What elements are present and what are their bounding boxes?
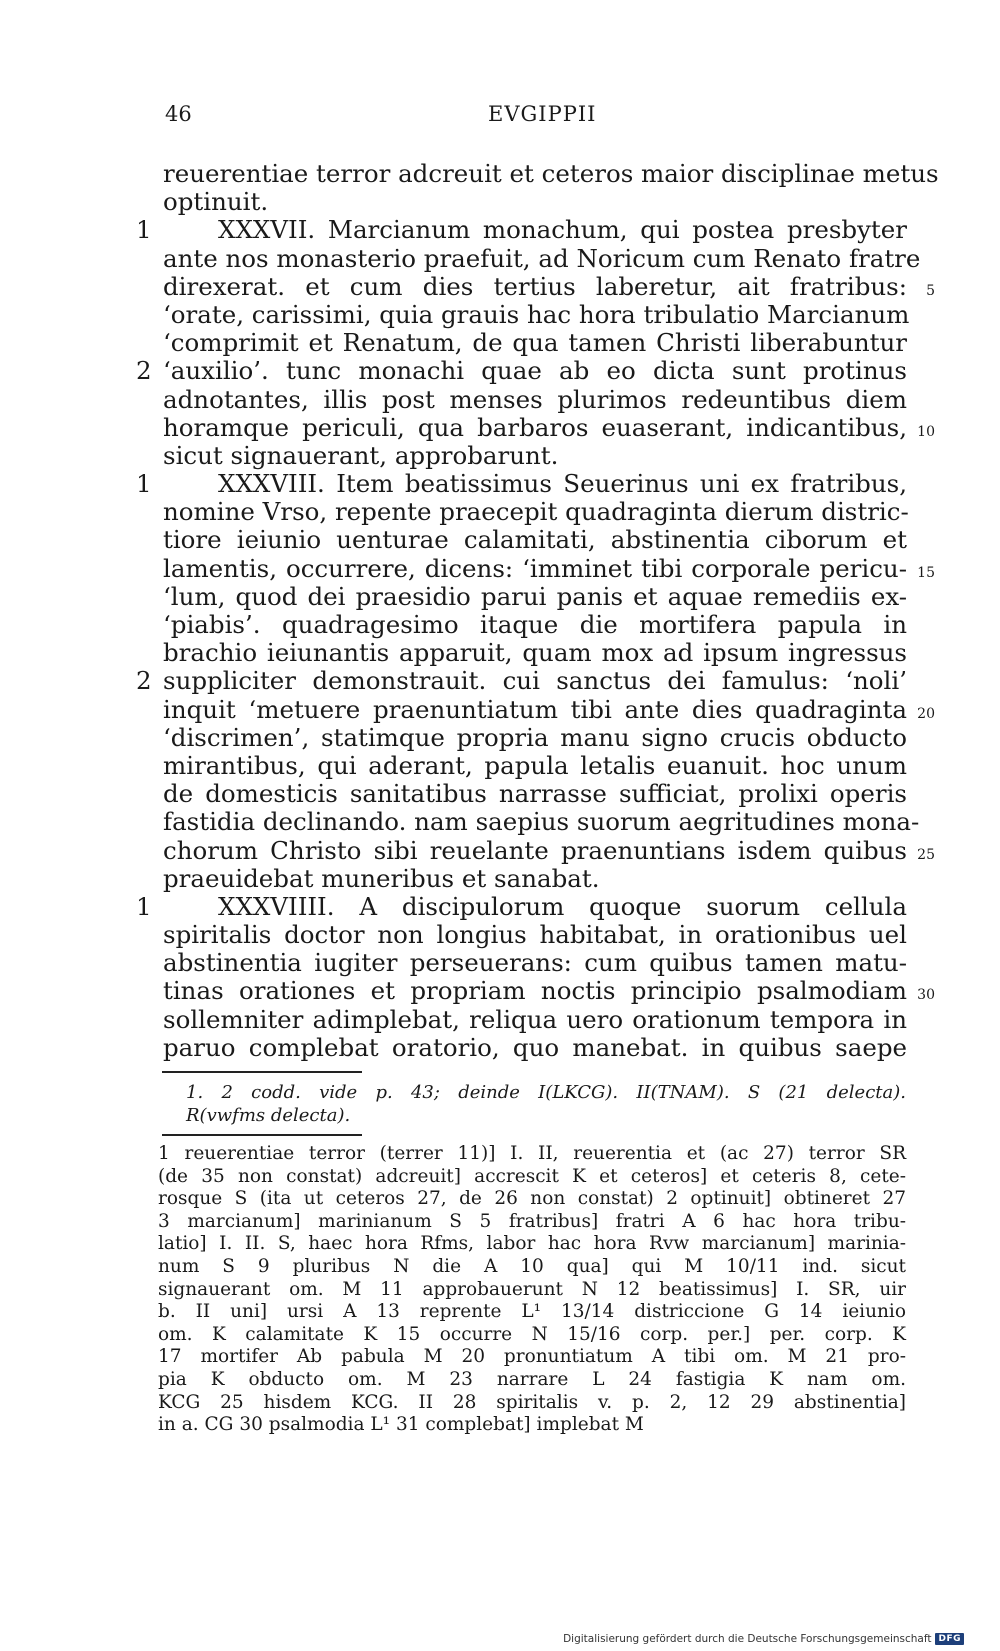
footer-credit-text: Digitalisierung gefördert durch die Deutsche Forschungsgemeinschaft — [563, 1633, 932, 1645]
text-line — [163, 498, 907, 526]
dfg-logo: DFG — [935, 1633, 964, 1645]
sources-note-line: R(vwfms delecta). — [186, 1105, 351, 1126]
text-line — [136, 891, 907, 921]
apparatus-line: b. II uni] ursi A 13 reprente L¹ 13/14 districcione G 14 ieiunio — [158, 1301, 906, 1323]
section-number: 1 — [136, 469, 152, 499]
section-number: 1 — [136, 215, 152, 245]
text-line — [163, 299, 910, 329]
text-line-content: ‘comprimit et Renatum, de qua tamen Christi liberabuntur — [163, 328, 907, 358]
text-line-content: spiritalis doctor non longius habitabat, in orationibus uel — [163, 920, 907, 950]
apparatus-line: om. K calamitate K 15 occurre N 15/16 corp. per.] per. corp. K — [158, 1323, 906, 1345]
line-number: 10 — [917, 423, 935, 440]
text-line-content: adnotantes, illis post menses plurimos redeuntibus diem — [163, 384, 907, 414]
text-line — [163, 976, 935, 1006]
text-line — [163, 865, 907, 893]
sources-note — [186, 1081, 906, 1127]
page-number: 46 — [165, 102, 192, 126]
text-line-content: fastidia declinando. nam saepius suorum aegritudines mona- — [163, 807, 920, 837]
text-line — [163, 553, 935, 583]
text-line-content: inquit ‘metuere praenuntiatum tibi ante dies quadraginta — [163, 694, 907, 724]
apparatus-line: 1 reuerentiae terror (terrer 11)] I. II, reuerentia et (ac 27) terror SR — [158, 1143, 906, 1164]
text-line — [136, 356, 907, 386]
line-number: 15 — [917, 564, 935, 581]
text-line-content: ante nos monasterio praefuit, ad Noricum cum Renato fratre — [163, 243, 921, 273]
apparatus-line: rosque S (ita ut ceteros 27, de 26 non constat) 2 optinuit] obtineret 27 — [158, 1188, 906, 1210]
text-line — [163, 694, 935, 724]
apparatus-line: (de 35 non constat) adcreuit] accrescit K et ceteros] et ceteris 8, cete- — [158, 1165, 906, 1187]
text-line — [163, 243, 921, 273]
critical-apparatus — [158, 1143, 906, 1437]
apparatus-line: latio] I. II. S, haec hora Rfms, labor hac hora Rvw marcianum] marinia- — [158, 1233, 906, 1255]
text-line-content: de domesticis sanitatibus narrasse sufficiat, prolixi operis — [163, 779, 907, 809]
apparatus-line: 17 mortifer Ab pabula M 20 pronuntiatum A tibi om. M 21 pro- — [158, 1346, 906, 1368]
section-number: 2 — [136, 666, 152, 696]
text-line-content: XXXVII. Marcianum monachum, qui postea presbyter — [218, 215, 907, 245]
text-line-content: sollemniter adimplebat, reliqua uero orationum tempora in — [163, 1004, 907, 1034]
text-line — [163, 807, 920, 837]
line-number: 20 — [917, 705, 935, 722]
text-line-content: XXXVIII. Item beatissimus Seuerinus uni ex fratribus, — [218, 469, 907, 499]
text-line-content: XXXVIIII. A discipulorum quoque suorum cellula — [218, 891, 907, 921]
apparatus-line: signauerant om. M 11 approbauerunt N 12 beatissimus] I. SR, uir — [158, 1278, 906, 1300]
text-line — [163, 724, 907, 752]
apparatus-line: pia K obducto om. M 23 narrare L 24 fastigia K nam om. — [158, 1368, 906, 1390]
text-line-content: ‘orate, carissimi, quia grauis hac hora tribulatio Marcianum — [163, 299, 910, 329]
text-line-content: ‘auxilio’. tunc monachi quae ab eo dicta sunt protinus — [163, 356, 907, 386]
text-line — [163, 780, 907, 808]
text-line-content: tinas orationes et propriam noctis principio psalmodiam — [163, 976, 907, 1006]
text-line-content: tiore ieiunio uenturae calamitati, abstinentia ciborum et — [163, 525, 907, 555]
apparatus-line: num S 9 pluribus N die A 10 qua] qui M 10/11 ind. sicut — [158, 1255, 906, 1277]
text-line — [163, 921, 907, 949]
text-line — [136, 469, 907, 499]
text-line-content: lamentis, occurrere, dicens: ‘imminet tibi corporale pericu- — [163, 553, 907, 583]
text-line — [163, 159, 939, 188]
text-line — [163, 1006, 907, 1034]
text-line — [163, 611, 907, 639]
text-line-content: brachio ieiunantis apparuit, quam mox ad ipsum ingressus — [163, 638, 907, 668]
text-line-content: suppliciter demonstrauit. cui sanctus dei famulus: ‘noli’ — [163, 666, 907, 696]
text-line — [136, 215, 907, 245]
footer-credit — [563, 1633, 964, 1645]
text-line-content: direxerat. et cum dies tertius laberetur, ait fratribus: — [163, 271, 907, 301]
footnote-rule-top — [162, 1071, 362, 1073]
text-line — [163, 386, 907, 414]
text-line-content: reuerentiae terror adcreuit et ceteros maior disciplinae metus — [163, 159, 939, 188]
text-line — [136, 666, 907, 696]
text-line-content: praeuidebat muneribus et sanabat. — [163, 863, 600, 893]
text-line-content: sicut signauerant, approbarunt. — [163, 440, 559, 470]
text-line — [163, 752, 907, 780]
text-line-content: nomine Vrso, repente praecepit quadraginta dierum distric- — [163, 497, 909, 527]
text-line-content: paruo complebat oratorio, quo manebat. in quibus saepe — [163, 1032, 907, 1062]
apparatus-line: 3 marcianum] marinianum S 5 fratribus] fratri A 6 hac hora tribu- — [158, 1210, 906, 1232]
section-number: 2 — [136, 356, 152, 386]
footnote-rule-bottom — [162, 1134, 362, 1136]
line-number: 5 — [926, 282, 935, 299]
text-line-content: chorum Christo sibi reuelante praenuntians isdem quibus — [163, 835, 907, 865]
text-line-content: horamque periculi, qua barbaros euaserant, indicantibus, — [163, 412, 907, 442]
text-line — [163, 583, 907, 611]
text-line — [163, 442, 907, 470]
line-number: 30 — [917, 987, 935, 1004]
section-number: 1 — [136, 891, 152, 921]
text-line — [163, 639, 907, 667]
main-text-body — [136, 159, 939, 1062]
text-line-content: abstinentia iugiter perseuerans: cum quibus tamen matu- — [163, 948, 907, 978]
text-line-content: ‘piabis’. quadragesimo itaque die mortifera papula in — [163, 610, 907, 639]
text-line — [163, 835, 935, 865]
text-line — [163, 949, 907, 977]
sources-note-line: 1. 2 codd. vide p. 43; deinde I(LKCG). II(TNAM). S (21 delecta). — [186, 1082, 906, 1103]
line-number: 25 — [917, 846, 935, 863]
text-line — [163, 271, 935, 301]
apparatus-line: in a. CG 30 psalmodia L¹ 31 complebat] implebat M — [158, 1414, 644, 1436]
text-line — [163, 329, 907, 357]
running-title: EVGIPPII — [488, 102, 597, 126]
text-line — [163, 1034, 907, 1062]
text-line — [163, 188, 907, 216]
text-line-content: optinuit. — [163, 187, 269, 217]
text-line — [163, 412, 935, 442]
text-line-content: mirantibus, qui aderant, papula letalis euanuit. hoc unum — [163, 750, 907, 780]
apparatus-line: KCG 25 hisdem KCG. II 28 spiritalis v. p. 2, 12 29 abstinentia] — [158, 1391, 906, 1413]
text-line-content: ‘lum, quod dei praesidio parui panis et aquae remediis ex- — [163, 581, 907, 611]
text-line-content: ‘discrimen’, statimque propria manu signo crucis obducto — [163, 722, 907, 752]
text-line — [163, 526, 907, 554]
